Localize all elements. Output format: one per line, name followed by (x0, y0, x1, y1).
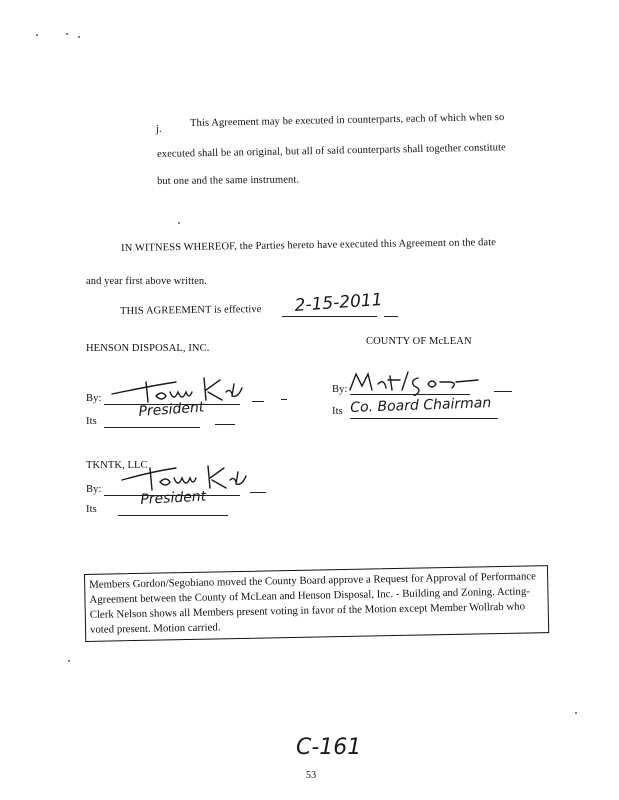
page-reference-handwritten: C-161 (296, 735, 362, 760)
clause-line-2: executed shall be an original, but all of said counterparts shall together constitute (157, 142, 506, 160)
effective-date-underline-end (384, 316, 398, 317)
right-signature (348, 370, 488, 396)
effective-label: THIS AGREEMENT is effective (120, 304, 262, 317)
left-its-line (104, 427, 200, 428)
left-party-name: HENSON DISPOSAL, INC. (86, 343, 210, 354)
left-by-label: By: (86, 393, 102, 404)
left-title-handwritten: President (138, 399, 205, 420)
scan-speck (575, 712, 577, 714)
board-motion-text: Members Gordon/Segobiano moved the County Board approve a Request for Approval of Performance Agreement between the County of McLean and Henson Disposal, Inc. - Building and Zoning. Acting-Clerk Nelson shows all Members present voting in favor of the Motion except Member Wollrab who voted present. Motion carried. (89, 570, 537, 636)
second-signature (120, 462, 250, 492)
effective-date-handwritten: 2-15-2011 (294, 289, 384, 316)
clause-line-1: This Agreement may be executed in counterparts, each of which when so (190, 111, 505, 129)
witness-line-1: IN WITNESS WHEREOF, the Parties hereto have executed this Agreement on the date (121, 237, 497, 254)
left-by-line-tail (252, 401, 264, 402)
witness-line-2: and year first above written. (86, 276, 207, 287)
second-by-line-tail (250, 492, 266, 493)
scan-speck (68, 660, 70, 662)
right-by-line-tail (494, 391, 512, 392)
right-its-label: Its (332, 406, 343, 417)
left-its-line-tail (215, 424, 235, 425)
left-its-label: Its (86, 416, 97, 427)
scan-speck (36, 34, 38, 36)
second-party-name: TKNTK, LLC (86, 460, 148, 471)
clause-number: j. (156, 124, 162, 135)
board-motion-stamp (84, 565, 549, 642)
left-by-line-tail-2 (281, 399, 287, 400)
scan-speck (178, 222, 180, 224)
right-by-label: By: (332, 384, 348, 395)
second-its-label: Its (86, 504, 97, 515)
page-number: 53 (306, 770, 317, 781)
second-by-label: By: (86, 484, 102, 495)
second-title-handwritten: President (140, 488, 207, 508)
second-its-line (118, 515, 228, 516)
effective-date-underline (282, 316, 377, 317)
left-signature (110, 374, 250, 404)
clause-line-3: but one and the same instrument. (157, 174, 300, 187)
right-its-line (350, 418, 498, 419)
right-party-name: COUNTY OF McLEAN (366, 336, 472, 347)
scan-speck (78, 36, 80, 38)
right-title-handwritten: Co. Board Chairman (350, 395, 492, 416)
scan-speck (66, 33, 68, 35)
